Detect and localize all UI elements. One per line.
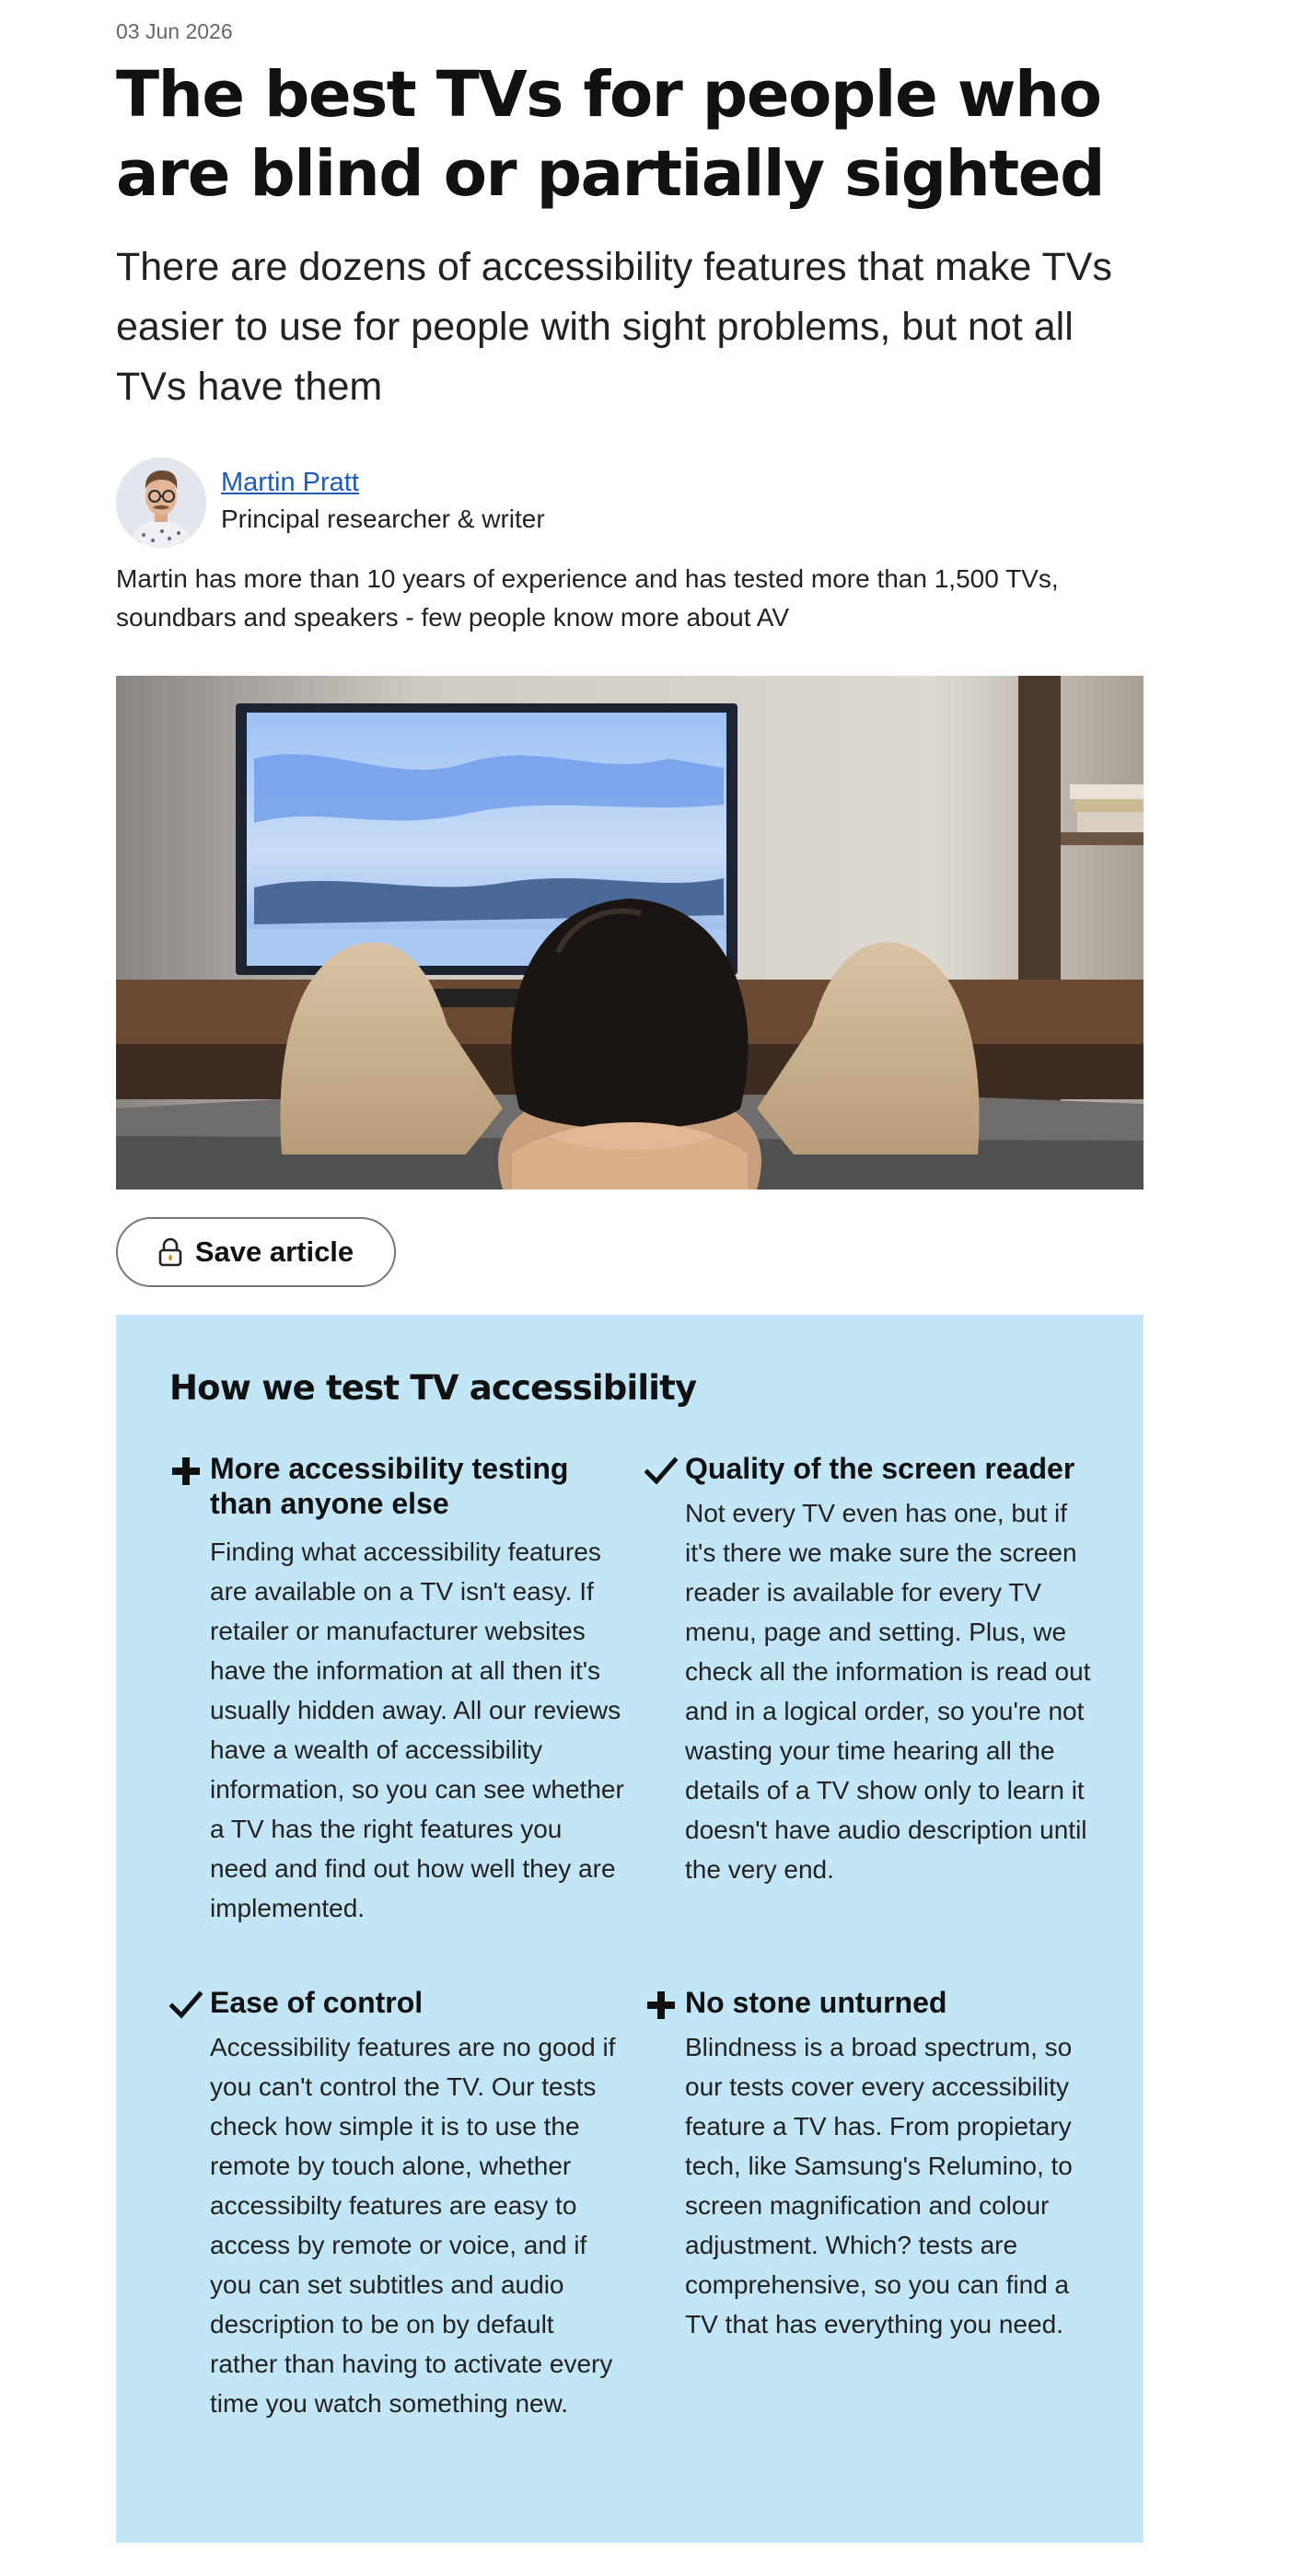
feature-body: Finding what accessibility features are available on a TV isn't easy. If retailer or manufacturer websites have the information at all then it's usually hidden away. All our reviews have a wealth of accessibility information, so you can see whether a TV has the right features you need and find out how well they are implemented. <box>210 1537 624 1922</box>
save-article-button[interactable] <box>116 1217 396 1287</box>
feature-title: Ease of control <box>210 1986 424 2019</box>
checkmark-icon <box>169 1989 203 2022</box>
author-role: Principal researcher & writer <box>221 505 545 533</box>
publish-date: 03 Jun 2026 <box>116 19 233 43</box>
plus-icon <box>169 1455 203 1488</box>
feature-title: More accessibility testing than anyone else <box>210 1452 569 1520</box>
feature-title: No stone unturned <box>685 1986 947 2019</box>
feature-more-testing <box>169 1451 630 1948</box>
save-article-label: Save article <box>194 1236 354 1268</box>
author-byline <box>116 458 945 550</box>
checkmark-icon <box>644 1455 678 1488</box>
hero-image <box>116 676 1144 1189</box>
feature-screen-reader <box>644 1451 1105 1948</box>
author-bio: Martin has more than 10 years of experience and has tested more than 1,500 TVs, soundbars and speakers - few people know more about AV <box>116 564 1059 632</box>
feature-body: Blindness is a broad spectrum, so our tests cover every accessibility feature a TV has. From propietary tech, like Samsung's Relumino, to screen magnification and colour adjustment. Which? tests are comprehensive, so you can find a TV that has everything you need. <box>685 2033 1073 2338</box>
author-name-link[interactable]: Martin Pratt <box>221 468 359 497</box>
how-we-test-panel <box>116 1315 1144 2543</box>
plus-icon <box>644 1989 678 2022</box>
feature-body: Accessibility features are no good if you can't control the TV. Our tests check how simple it is to use the remote by touch alone, whether accessibilty features are easy to access by remote or voice, and if you can set subtitles and audio description to be on by default rather than having to activate every time you watch something new. <box>210 2033 616 2418</box>
feature-title: Quality of the screen reader <box>685 1452 1075 1485</box>
feature-no-stone-unturned <box>644 1985 1105 2353</box>
author-avatar[interactable] <box>116 458 206 548</box>
article-standfirst: There are dozens of accessibility features that make TVs easier to use for people with sight problems, but not all TVs have them <box>116 245 1112 409</box>
feature-ease-of-control <box>169 1985 630 2501</box>
author-photo-icon <box>116 458 206 548</box>
feature-body: Not every TV even has one, but if it's there we make sure the screen reader is available for every TV menu, page and setting. Plus, we check all the information is read out and in a logical order, so you're not wasting your time hearing all the details of a TV show only to learn it doesn't have audio description until the very end. <box>685 1499 1091 1884</box>
panel-title: How we test TV accessibility <box>169 1368 697 1408</box>
article-title: The best TVs for people who are blind or partially sighted <box>116 58 1104 211</box>
lock-icon <box>158 1237 182 1267</box>
